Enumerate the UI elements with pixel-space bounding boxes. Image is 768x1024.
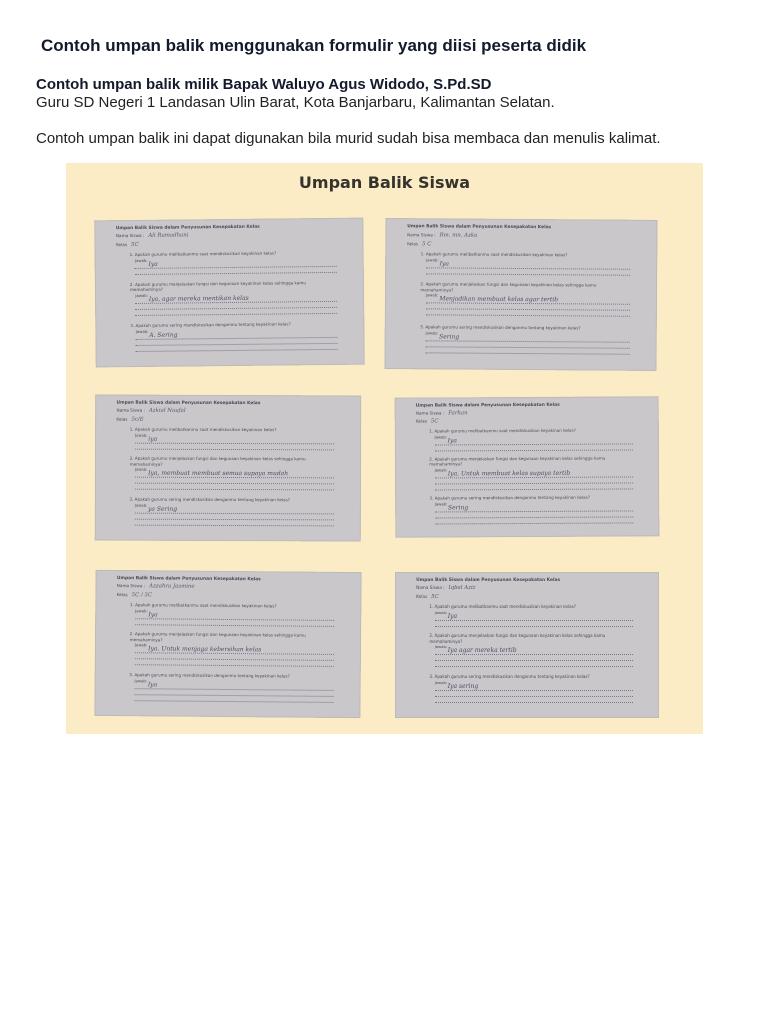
example-owner-heading: Contoh umpan balik milik Bapak Waluyo Agus Widodo, S.Pd.SD bbox=[36, 76, 492, 93]
form-title: Umpan Balik Siswa dalam Penyusunan Kesepakatan Kelas bbox=[416, 578, 561, 583]
answer-line bbox=[135, 272, 337, 275]
question-1: 1. Apakah gurumu melibatkanmu saat mendiskusikan keyakinan kelas? bbox=[420, 251, 568, 258]
question-2: 2. Apakah gurumu menjelaskan fungsi dan kegunaan keyakinan kelas sehingga kamu memahaminya? bbox=[429, 633, 606, 644]
class-label: Kelas bbox=[115, 242, 128, 248]
answer-line bbox=[435, 488, 633, 490]
answer-line bbox=[134, 688, 334, 691]
student-name: Farhan bbox=[448, 409, 468, 417]
name-label: Nama Siswa : bbox=[116, 583, 146, 589]
student-name-row bbox=[116, 233, 189, 240]
teacher-affiliation: Guru SD Negeri 1 Landasan Ulin Barat, Kota Banjarbaru, Kalimantan Selatan. bbox=[36, 94, 555, 111]
student-name: Ali Ramadhani bbox=[148, 232, 189, 240]
collage-title: Umpan Balik Siswa bbox=[298, 173, 471, 192]
class-row bbox=[116, 242, 139, 248]
answer-line bbox=[435, 702, 633, 703]
answer-label: Jawab: bbox=[134, 678, 148, 684]
student-class: 5C bbox=[430, 418, 439, 425]
answer-label: Jawab: bbox=[134, 642, 148, 648]
student-feedback-form bbox=[395, 572, 659, 718]
answer-line bbox=[135, 624, 335, 627]
student-class: 5C bbox=[131, 241, 139, 249]
name-label: Nama Siswa : bbox=[415, 410, 445, 416]
question-3: 3. Apakah gurumu sering mendiskusikan denganmu tentang keyakinan kelas? bbox=[420, 323, 581, 331]
answer-line bbox=[135, 443, 335, 445]
question-3: 3. Apakah gurumu sering mendiskusikan denganmu tentang keyakinan kelas? bbox=[130, 321, 291, 328]
answer-line bbox=[435, 696, 633, 697]
answer-line bbox=[435, 660, 633, 661]
handwritten-answer-1: Iya bbox=[439, 260, 449, 268]
student-feedback-form bbox=[384, 218, 657, 371]
answer-label: Jawab: bbox=[425, 330, 439, 336]
handwritten-answer-3: ya Sering bbox=[148, 505, 178, 514]
answer-label: Jawab: bbox=[434, 467, 448, 473]
form-title: Umpan Balik Siswa dalam Penyusunan Kesepakatan Kelas bbox=[415, 402, 560, 409]
name-label: Nama Siswa : bbox=[416, 585, 445, 591]
answer-line bbox=[135, 513, 335, 515]
form-title: Umpan Balik Siswa dalam Penyusunan Kesepakatan Kelas bbox=[116, 400, 261, 407]
student-class: 5C / 5C bbox=[131, 592, 153, 599]
handwritten-answer-3: Sering bbox=[447, 504, 469, 512]
question-1: 1. Apakah gurumu melibatkanmu saat mendiskusikan keyakinan kelas? bbox=[429, 427, 576, 434]
question-3: 3. Apakah gurumu sering mendiskusikan denganmu tentang keyakinan kelas? bbox=[429, 494, 590, 501]
class-label: Kelas bbox=[416, 593, 428, 599]
class-label: Kelas bbox=[415, 418, 427, 424]
class-row bbox=[117, 592, 152, 598]
answer-line bbox=[135, 664, 335, 667]
answer-line bbox=[135, 519, 335, 521]
handwritten-answer-1: Iya bbox=[148, 261, 158, 269]
student-feedback-form bbox=[395, 396, 660, 537]
handwritten-answer-2: Menjadikan membuat kelas agar tertib bbox=[439, 295, 559, 304]
handwritten-answer-1: Iya bbox=[148, 611, 158, 619]
answer-line bbox=[435, 690, 633, 691]
question-1: 1. Apakah gurumu melibatkanmu saat mendiskusikan keyakinan kelas? bbox=[129, 426, 277, 433]
name-label: Nama Siswa : bbox=[407, 231, 436, 237]
answer-label: Jawab: bbox=[134, 466, 148, 473]
student-name: Azzahra Jasmine bbox=[149, 583, 195, 590]
answer-line bbox=[435, 654, 633, 655]
answer-label: Jawab: bbox=[425, 292, 439, 298]
answer-line bbox=[135, 477, 335, 479]
class-label: Kelas bbox=[407, 240, 419, 246]
answer-line bbox=[134, 700, 334, 703]
answer-label: Jawab: bbox=[434, 434, 448, 440]
answer-line bbox=[136, 313, 338, 316]
student-name: Rm. mn. Azka bbox=[439, 232, 478, 239]
answer-label: Jawab: bbox=[434, 680, 448, 686]
answer-line bbox=[435, 626, 633, 627]
class-label: Kelas bbox=[116, 416, 128, 422]
class-row bbox=[416, 594, 439, 600]
question-1: 1. Apakah gurumu melibatkanmu saat mendiskusikan keyakinan kelas? bbox=[129, 602, 277, 609]
student-class: 5c/E bbox=[131, 416, 144, 423]
answer-line bbox=[135, 483, 335, 485]
form-title: Umpan Balik Siswa dalam Penyusunan Kesepakatan Kelas bbox=[407, 224, 552, 231]
student-feedback-form bbox=[94, 218, 365, 368]
handwritten-answer-1: Iya bbox=[447, 613, 458, 621]
answer-line bbox=[135, 618, 335, 621]
usage-note: Contoh umpan balik ini dapat digunakan bila murid sudah bisa membaca dan menulis kalimat. bbox=[36, 130, 661, 147]
handwritten-answer-3: Iya bbox=[147, 681, 158, 689]
answer-line bbox=[435, 620, 633, 621]
answer-line bbox=[435, 522, 633, 524]
answer-label: Jawab: bbox=[434, 501, 448, 507]
student-name: Iqbal Aziz bbox=[448, 585, 476, 592]
answer-line bbox=[434, 443, 632, 445]
name-label: Nama Siswa : bbox=[116, 407, 145, 413]
question-1: 1. Apakah gurumu melibatkanmu saat mendiskusikan keyakinan kelas? bbox=[429, 604, 576, 610]
question-2: 2. Apakah gurumu menjelaskan fungsi dan kegunaan keyakinan kelas sehingga kamu memahaminya? bbox=[429, 455, 606, 467]
answer-line bbox=[136, 349, 338, 352]
question-3: 3. Apakah gurumu sering mendiskusikan denganmu tentang keyakinan kelas? bbox=[429, 674, 590, 680]
answer-label: Jawab: bbox=[134, 258, 148, 264]
answer-label: Jawab: bbox=[134, 502, 148, 508]
handwritten-answer-3: Iya sering bbox=[447, 683, 479, 691]
answer-line bbox=[435, 449, 633, 451]
answer-line bbox=[426, 315, 630, 317]
class-row bbox=[407, 241, 431, 247]
answer-line bbox=[435, 476, 633, 478]
form-title: Umpan Balik Siswa dalam Penyusunan Kesepakatan Kelas bbox=[116, 576, 261, 583]
question-2: 2. Apakah gurumu menjelaskan fungsi dan kegunaan keyakinan kelas sehingga kamu memahaminya? bbox=[129, 279, 306, 292]
handwritten-answer-2: Iya, membuat membuat semua supaya mudah bbox=[148, 470, 289, 478]
handwritten-answer-2: Iya. Untuk menjaga kebersihan kelas bbox=[148, 645, 262, 654]
page-heading: Contoh umpan balik menggunakan formulir yang diisi peserta didik bbox=[41, 36, 587, 55]
answer-line bbox=[426, 268, 630, 270]
answer-label: Jawab: bbox=[434, 644, 448, 650]
student-name-row bbox=[416, 585, 475, 591]
answer-line bbox=[135, 525, 335, 527]
answer-line bbox=[134, 694, 334, 697]
handwritten-answer-2: Iya, Untuk membuat kelas supaya tertib bbox=[447, 469, 571, 478]
student-name-row bbox=[416, 410, 468, 416]
class-row bbox=[416, 418, 439, 424]
answer-line bbox=[426, 309, 630, 311]
handwritten-answer-1: iya bbox=[148, 435, 158, 443]
answer-line bbox=[435, 482, 633, 484]
question-3: 3. Apakah gurumu sering mendiskusikan denganmu tentang keyakinan kelas? bbox=[129, 672, 290, 679]
answer-line bbox=[135, 652, 335, 655]
class-label: Kelas bbox=[116, 591, 128, 598]
student-feedback-form bbox=[94, 570, 361, 718]
form-title: Umpan Balik Siswa dalam Penyusunan Kesepakatan Kelas bbox=[115, 224, 260, 232]
answer-line bbox=[135, 266, 337, 269]
student-name-row bbox=[116, 408, 185, 414]
student-feedback-form bbox=[95, 395, 362, 542]
answer-line bbox=[435, 510, 633, 512]
feedback-form-photo-collage bbox=[66, 163, 703, 734]
answer-line bbox=[426, 274, 630, 276]
answer-label: Jawab: bbox=[135, 608, 148, 614]
student-name-row bbox=[407, 232, 477, 238]
answer-line bbox=[135, 658, 335, 661]
student-class: 5C bbox=[431, 593, 439, 600]
handwritten-answer-2: Iya agar mereka tertib bbox=[447, 647, 517, 655]
question-1: 1. Apakah gurumu melibatkanmu saat mendiskusikan keyakinan kelas? bbox=[129, 250, 277, 258]
answer-line bbox=[425, 352, 629, 354]
handwritten-answer-1: Iya bbox=[447, 437, 458, 445]
answer-line bbox=[136, 343, 338, 346]
answer-label: Jawab: bbox=[135, 328, 149, 334]
answer-line bbox=[136, 307, 338, 310]
answer-line bbox=[425, 346, 629, 348]
handwritten-answer-3: Sering bbox=[439, 333, 460, 341]
answer-line bbox=[135, 449, 335, 451]
answer-line bbox=[435, 516, 633, 518]
question-2: 2. Apakah gurumu menjelaskan fungsi dan kegunaan keyakinan kelas sehingga kamu memahaminya? bbox=[129, 455, 306, 467]
answer-label: Jawab: bbox=[134, 432, 148, 438]
name-label: Nama Siswa : bbox=[115, 233, 145, 239]
handwritten-answer-3: A. Sering bbox=[149, 331, 178, 339]
answer-label: Jawab: bbox=[135, 292, 148, 298]
student-name-row bbox=[117, 583, 195, 590]
class-row bbox=[116, 417, 143, 423]
student-class: 5 C bbox=[422, 240, 432, 248]
answer-line bbox=[435, 666, 633, 667]
question-3: 3. Apakah gurumu sering mendiskusikan denganmu tentang keyakinan kelas? bbox=[129, 496, 290, 503]
student-name: Azkial Naufal bbox=[148, 407, 186, 414]
answer-label: Jawab: bbox=[426, 257, 439, 263]
handwritten-answer-2: Iya, agar mereka mentikan kelas bbox=[148, 294, 249, 303]
answer-label: Jawab: bbox=[434, 610, 448, 616]
answer-line bbox=[426, 303, 630, 305]
question-2: 2. Apakah gurumu menjelaskan fungsi dan kegunaan keyakinan kelas sehingga kamu memahaminya? bbox=[420, 281, 597, 293]
answer-line bbox=[425, 340, 629, 342]
answer-line bbox=[135, 489, 335, 491]
question-2: 2. Apakah gurumu menjelaskan fungsi dan kegunaan keyakinan kelas sehingga kamu memahaminya? bbox=[129, 631, 306, 642]
